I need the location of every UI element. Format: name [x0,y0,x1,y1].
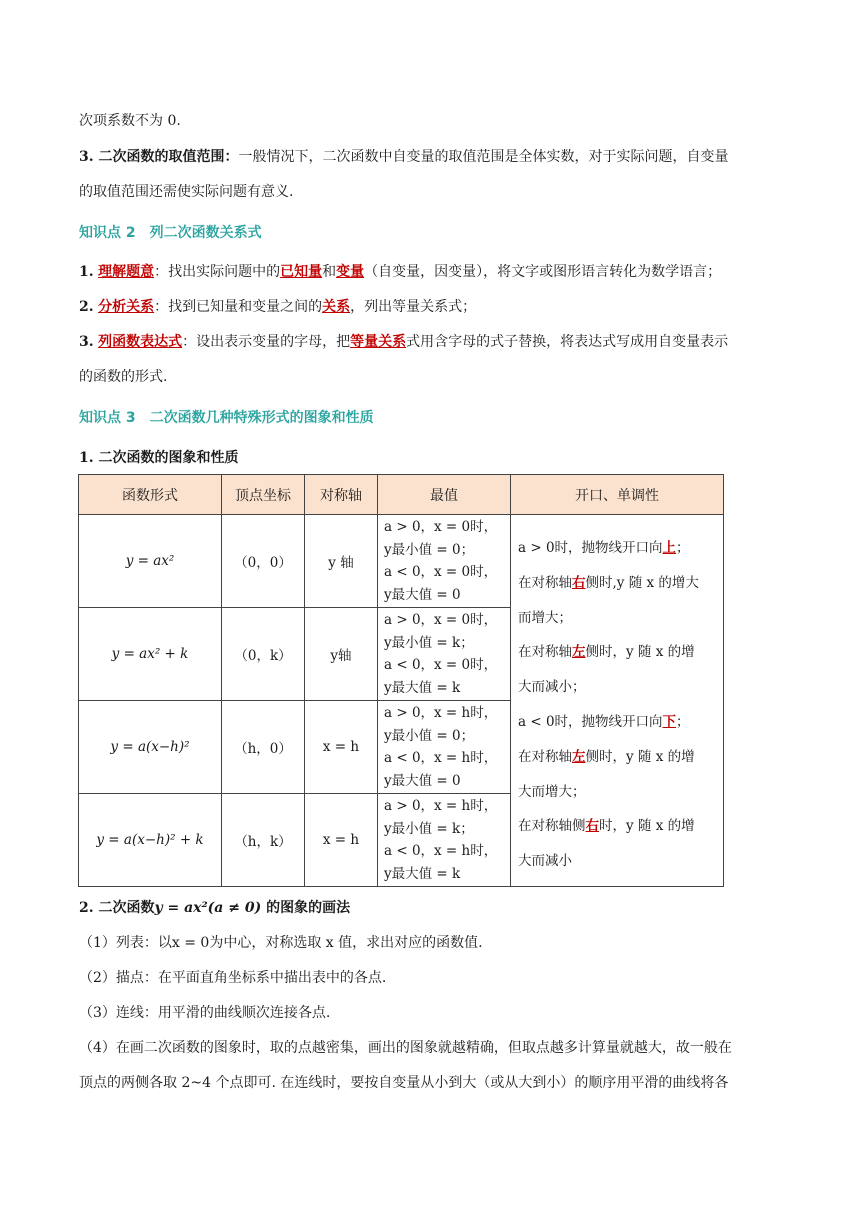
item-number: 3. [79,334,94,350]
function-form: y = ax² [79,515,222,608]
table-header: 函数形式 [79,475,222,515]
vertex-coord: （h，0） [222,701,305,794]
keyword: 等量关系 [350,334,407,350]
item-text: （自变量，因变量），将文字或图形语言转化为数学语言； [364,264,722,280]
step-4: （4）在画二次函数的图象时，取的点越密集，画出的图象就越精确，但取点越多计算量就越大，故一般在 [79,1040,732,1056]
mono-line [518,531,717,566]
function-form: y = ax² + k [79,608,222,701]
symmetry-axis: y轴 [305,608,378,701]
keyword: 上 [662,540,677,556]
mono-text: 侧时，y 随 x 的增 [585,644,695,661]
item-number: 2. [79,299,94,315]
mono-text: 时，y 随 x 的增 [599,818,695,835]
table-row [79,515,724,608]
keyword: 左 [572,644,586,661]
symmetry-axis: y 轴 [305,515,378,608]
symmetry-axis: x = h [305,701,378,794]
keyword: 下 [662,713,677,730]
mono-line: 大而减小 [518,853,572,870]
extreme-line: a > 0，x = 0时， [384,612,498,628]
keyword: 右 [585,818,599,835]
keyword: 列函数表达式 [98,334,183,350]
subsection-2-formula: y = ax²(a ≠ 0) [154,900,262,916]
extreme-line: a < 0，x = h时， [384,750,498,766]
item-text: ，列出等量关系式； [350,299,477,315]
paragraph-3-heading: 3. 二次函数的取值范围： [79,149,239,165]
extreme-line: a < 0，x = h时， [384,843,498,859]
table-header-row [79,475,724,515]
step-3: （3）连线：用平滑的曲线顺次连接各点. [79,1005,331,1021]
symmetry-axis: x = h [305,794,378,887]
section-title-kp2: 知识点 2 列二次函数关系式 [79,225,262,241]
mono-text: a > 0时，抛物线开口向 [518,540,663,556]
mono-line: 大而增大； [518,783,586,800]
item-text: ：找到已知量和变量之间的 [154,299,323,315]
subsection-2-text: 的图象的画法 [261,900,351,916]
subsection-2-title [79,898,350,918]
kp2-item-1 [79,262,721,282]
keyword: 已知量 [280,264,323,280]
mono-line [518,740,717,775]
monotonicity-cell [511,515,724,887]
extreme-line: y最小值 = 0； [384,727,475,744]
table-header: 顶点坐标 [222,475,305,515]
paragraph-3-cont: 的取值范围还需使实际问题有意义. [79,184,294,200]
mono-line: 大而减小； [518,679,586,696]
subsection-1-title: 1. 二次函数的图象和性质 [79,450,239,466]
keyword: 左 [572,748,586,765]
mono-text: 在对称轴 [518,644,572,661]
extreme-line: y最小值 = 0； [384,541,475,558]
mono-line [518,566,717,601]
step-4-cont: 顶点的两侧各取 2~4 个点即可. 在连线时，要按自变量从小到大（或从大到小）的顺序用平滑的曲线将各 [79,1075,729,1091]
vertex-coord: （0，0） [222,515,305,608]
mono-line [518,705,717,740]
mono-text: ； [676,540,690,556]
paragraph-3-text: 一般情况下，二次函数中自变量的取值范围是全体实数，对于实际问题，自变量 [238,149,729,165]
kp2-item-2 [79,297,476,317]
properties-table [78,474,724,887]
intro-line: 次项系数不为 0. [79,113,181,129]
extreme-line: y最小值 = k； [384,820,474,837]
table-header: 开口、单调性 [511,475,724,515]
keyword: 关系 [322,299,351,315]
extreme-line: a > 0，x = h时， [384,705,498,721]
table-header: 最值 [378,475,511,515]
function-form: y = a(x−h)² + k [79,794,222,887]
paragraph-3 [79,147,729,167]
keyword: 右 [572,574,586,591]
mono-line [518,809,717,844]
extreme-value [378,794,511,887]
kp2-item-3 [79,332,728,352]
extreme-line: a > 0，x = 0时， [384,519,498,535]
kp2-item-3-cont: 的函数的形式. [79,369,168,385]
item-text: 和 [322,264,337,280]
extreme-line: y最大值 = k [384,679,461,696]
mono-text: 在对称轴侧 [518,818,586,835]
extreme-value [378,608,511,701]
keyword: 理解题意 [98,264,155,280]
subsection-2-text: 2. 二次函数 [79,900,155,916]
function-form: y = a(x−h)² [79,701,222,794]
table-header: 对称轴 [305,475,378,515]
mono-text: a < 0时，抛物线开口向 [518,713,663,730]
item-text: ：找出实际问题中的 [154,264,281,280]
vertex-coord: （h，k） [222,794,305,887]
keyword: 变量 [336,264,365,280]
item-number: 1. [79,264,94,280]
item-text: ：设出表示变量的字母，把 [182,334,351,350]
extreme-line: y最小值 = k； [384,634,474,651]
extreme-line: y最大值 = 0 [384,586,461,603]
mono-line [518,635,717,670]
item-text: 式用含字母的式子替换，将表达式写成用自变量表示 [406,334,729,350]
extreme-value [378,515,511,608]
extreme-line: a < 0，x = 0时， [384,564,498,580]
extreme-line: a > 0，x = h时， [384,798,498,814]
mono-text: 侧时,y 随 x 的增大 [585,574,699,591]
extreme-line: y最大值 = 0 [384,772,461,789]
extreme-line: y最大值 = k [384,865,461,882]
mono-text: 侧时，y 随 x 的增 [585,748,695,765]
mono-text: ； [676,713,690,730]
step-1: （1）列表：以x = 0为中心，对称选取 x 值，求出对应的函数值. [79,935,483,951]
extreme-line: a < 0，x = 0时， [384,657,498,673]
extreme-value [378,701,511,794]
mono-line: 而增大； [518,609,572,626]
keyword: 分析关系 [98,299,155,315]
section-title-kp3: 知识点 3 二次函数几种特殊形式的图象和性质 [79,410,374,426]
vertex-coord: （0，k） [222,608,305,701]
mono-text: 在对称轴 [518,748,572,765]
step-2: （2）描点：在平面直角坐标系中描出表中的各点. [79,970,387,986]
mono-text: 在对称轴 [518,574,572,591]
